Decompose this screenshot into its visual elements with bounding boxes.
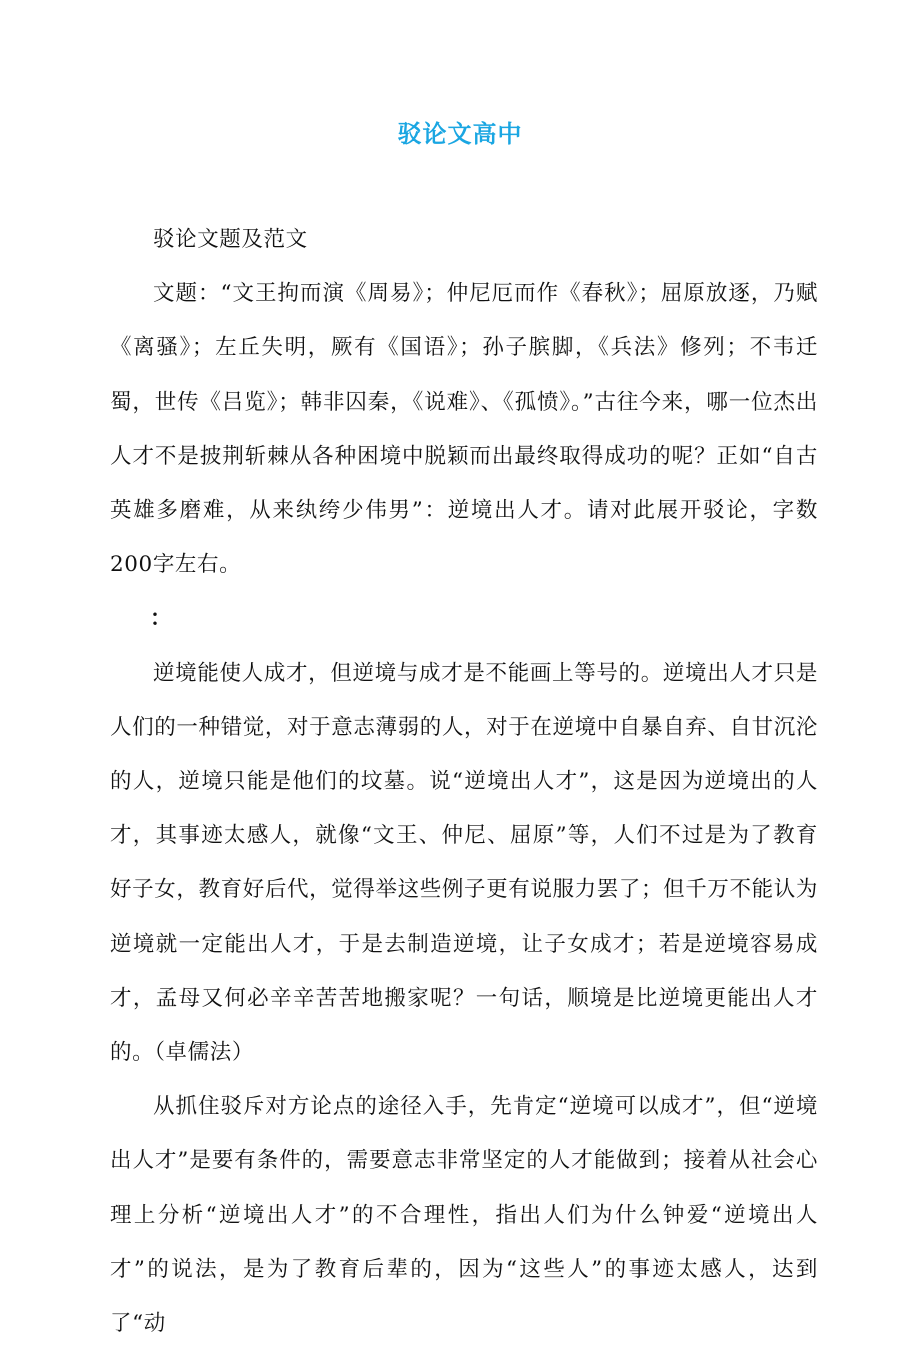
document-body: [110, 213, 818, 1351]
document-title: 驳论文高中: [397, 119, 523, 148]
essay-paragraph: 逆境能使人成才，但逆境与成才是不能画上等号的。逆境出人才只是人们的一种错觉，对于意志薄弱的人，对于在逆境中自暴自弃、自甘沉沦的人，逆境只能是他们的坟墓。说“逆境出人才”，这是因为逆境出的人才，其事迹太感人，就像“文王、仲尼、屈原”等，人们不过是为了教育好子女，教育好后代，觉得举这些例子更有说服力罢了；但千万不能认为逆境就一定能出人才，于是去制造逆境，让子女成才；若是逆境容易成才，孟母又何必辛辛苦苦地搬家呢？一句话，顺境是比逆境更能出人才的。（卓儒法）: [110, 660, 818, 1066]
subtitle-paragraph: 驳论文题及范文: [153, 227, 308, 252]
prompt-paragraph: 文题：“文王拘而演《周易》；仲尼厄而作《春秋》；屈原放逐，乃赋《离骚》；左丘失明，厥有《国语》；孙子膑脚，《兵法》修列；不韦迁蜀，世传《吕览》；韩非囚秦，《说难》、《孤愤》。”古往今来，哪一位杰出人才不是披荆斩棘从各种困境中脱颖而出最终取得成功的呢？正如“自古英雄多磨难，从来纨绔少伟男”：逆境出人才。请对此展开驳论，字数200字左右。: [110, 281, 818, 578]
commentary-paragraph: 从抓住驳斥对方论点的途径入手，先肯定“逆境可以成才”，但“逆境出人才”是要有条件的，需要意志非常坚定的人才能做到；接着从社会心理上分析“逆境出人才”的不合理性，指出人们为什么钟爱“逆境出人才”的说法，是为了教育后辈的，因为“这些人”的事迹太感人，达到了“动: [110, 1094, 818, 1337]
colon-line: ：: [150, 606, 173, 632]
